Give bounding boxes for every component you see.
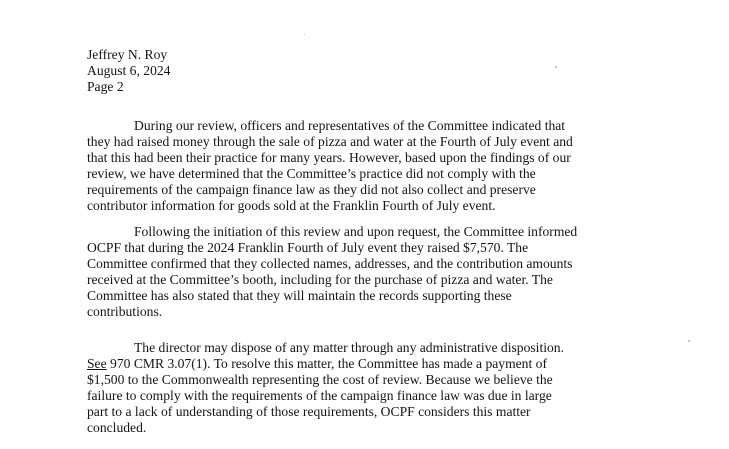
scan-speck: [688, 340, 690, 342]
text-line-citation: [87, 356, 617, 372]
letter-header: [87, 47, 170, 95]
text-line: part to a lack of understanding of those requirements, OCPF considers this matter: [87, 404, 531, 419]
text-line: Committee confirmed that they collected names, addresses, and the contribution amounts: [87, 256, 573, 271]
page-number: Page 2: [87, 79, 124, 94]
see-citation-link: See: [87, 356, 107, 371]
citation-text: 970 CMR 3.07(1). To resolve this matter, the Committee has made a payment of: [106, 356, 547, 371]
text-line: requirements of the campaign finance law as they did not also collect and preserve: [87, 182, 536, 197]
scan-speck: [304, 34, 305, 35]
text-line: they had raised money through the sale of pizza and water at the Fourth of July event and: [87, 134, 573, 149]
letter-date: August 6, 2024: [87, 63, 171, 78]
scan-speck: [555, 66, 557, 68]
paragraph-disposition: [87, 340, 617, 436]
text-line: contributor information for goods sold at the Franklin Fourth of July event.: [87, 198, 496, 213]
text-line: During our review, officers and representatives of the Committee indicated that: [134, 118, 566, 133]
text-line: contributions.: [87, 304, 163, 319]
paragraph-review-findings: [87, 118, 617, 214]
recipient-name: Jeffrey N. Roy: [87, 47, 168, 62]
text-line: received at the Committee’s booth, including for the purchase of pizza and water. The: [87, 272, 553, 287]
text-line: review, we have determined that the Committee’s practice did not comply with the: [87, 166, 536, 181]
paragraph-committee-response: [87, 224, 617, 320]
text-line: $1,500 to the Commonwealth representing the cost of review. Because we believe the: [87, 372, 553, 387]
text-line: Committee has also stated that they will maintain the records supporting these: [87, 288, 512, 303]
text-line: failure to comply with the requirements of the campaign finance law was due in large: [87, 388, 552, 403]
text-line: that this had been their practice for many years. However, based upon the findings of our: [87, 150, 571, 165]
text-line: concluded.: [87, 420, 147, 435]
text-line: Following the initiation of this review and upon request, the Committee informed: [134, 224, 578, 239]
text-line: OCPF that during the 2024 Franklin Fourth of July event they raised $7,570. The: [87, 240, 529, 255]
text-line: The director may dispose of any matter through any administrative disposition.: [134, 340, 564, 355]
